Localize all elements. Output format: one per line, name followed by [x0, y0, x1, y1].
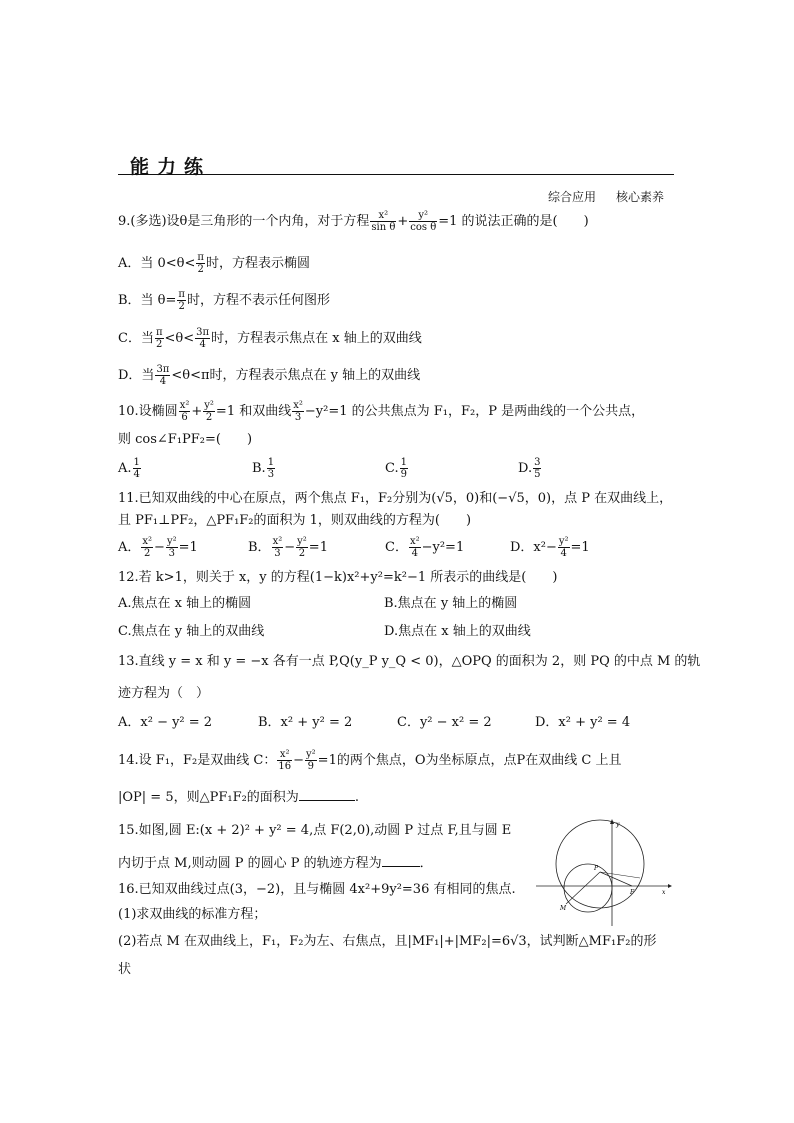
q9-option-b: B．当 θ= $\frac{\pi}{2}$ 时，方程不表示任何图形: [118, 289, 330, 312]
q16-stem: 16.已知双曲线过点(3，−2)，且与椭圆 4x²+9y²=36 有相同的焦点.: [118, 882, 516, 897]
q14-stem-2: |OP| = 5，则△PF₁F₂的面积为 .: [118, 790, 359, 805]
q13-stem: 13.直线 y = x 和 y = −x 各有一点 P,Q(y_P y_Q < 0)，△OPQ 的面积为 2，则 PQ 的中点 M 的轨: [118, 654, 701, 669]
q10-option-a: A. $\frac{1}{4}$: [118, 457, 140, 480]
q12-option-c: C.焦点在 y 轴上的双曲线: [118, 624, 265, 639]
q12-option-a: A.焦点在 x 轴上的椭圆: [118, 596, 252, 611]
label-y: y: [616, 821, 620, 828]
section-tags: [548, 188, 664, 205]
tag-core: 核心素养: [616, 190, 665, 204]
q15-stem: 15.如图,圆 E:(x + 2)² + y² = 4,点 F(2,0),动圆 P 过点 F,且与圆 E: [118, 823, 512, 838]
x-axis-arrow: [668, 884, 672, 888]
q9-option-a: A．当 0<θ< $\frac{\pi}{2}$ 时，方程表示椭圆: [118, 252, 310, 275]
q12-stem: 12.若 k>1，则关于 x，y 的方程(1−k)x²+y²=k²−1 所表示的曲线是( ): [118, 570, 558, 585]
q9-option-c: C．当 $\frac{\pi}{2}$ <θ< $\frac{3\pi}{4}$ 时，方程表示焦点在 x 轴上的双曲线: [118, 327, 422, 350]
q11-option-c: C． $\frac{\text{x²}}{4}$ −y²=1: [385, 536, 465, 559]
q15-answer-blank[interactable]: [382, 854, 420, 867]
label-f: F: [630, 889, 635, 896]
q16-part-2: (2)若点 M 在双曲线上，F₁，F₂为左、右焦点，且|MF₁|+|MF₂|=6√3，试判断△MF₁F₂的形: [118, 934, 657, 949]
q11-option-a: A． $\frac{\text{x²}}{2}$ − $\frac{\text{y²}}{3}$ =1: [118, 536, 198, 559]
q10-option-b: B. $\frac{1}{3}$: [252, 457, 275, 480]
q13-option-b: B．x² + y² = 2: [258, 715, 353, 730]
label-m: M: [560, 905, 567, 912]
q13-option-a: A．x² − y² = 2: [118, 715, 213, 730]
q16-part-2b: 状: [118, 962, 132, 977]
q10-option-c: C. $\frac{1}{9}$: [385, 457, 407, 480]
q9-stem: 9.(多选)设θ是三角形的一个内角，对于方程 $\frac{\text{x²}}{\text{sin θ}}$ + $\frac{\text{y²}}{\text{cos θ}}$ =1 的说法正确的是( ): [118, 210, 589, 233]
segment-pf: [600, 872, 632, 886]
q10-option-d: D. $\frac{3}{5}$: [518, 457, 541, 480]
segment-mp: [566, 872, 600, 904]
q11-option-d: D．x²− $\frac{\text{y²}}{4}$ =1: [510, 536, 590, 559]
q15-stem-2: 内切于点 M,则动圆 P 的圆心 P 的轨迹方程为 ．: [118, 856, 433, 871]
q12-option-d: D.焦点在 x 轴上的双曲线: [384, 624, 531, 639]
frac-x2-sin: $\frac{\text{x²}}{\text{sin θ}}$: [371, 210, 396, 233]
tag-comprehensive: 综合应用: [548, 190, 597, 204]
q10-stem: 10.设椭圆 $\frac{\text{x²}}{6}$ + $\frac{\text{y²}}{2}$ =1 和双曲线 $\frac{\text{x²}}{3}$ −y²=1 的公共焦点为 F₁，F₂，P 是两曲线的一个公共点，: [118, 400, 645, 423]
q15-figure: [536, 818, 672, 928]
label-x: x: [662, 889, 666, 896]
q12-option-b: B.焦点在 y 轴上的椭圆: [384, 596, 518, 611]
title-rule: [118, 174, 674, 175]
q16-part-1: (1)求双曲线的标准方程；: [118, 907, 267, 922]
label-p: P: [594, 865, 599, 872]
q11-option-b: B． $\frac{\text{x²}}{3}$ − $\frac{\text{y²}}{2}$ =1: [248, 536, 328, 559]
q11-stem: 11.已知双曲线的中心在原点，两个焦点 F₁，F₂分别为(√5，0)和(−√5，0)，点 P 在双曲线上，: [118, 491, 673, 506]
q13-stem-2: 迹方程为（ ）: [118, 686, 210, 701]
q14-answer-blank[interactable]: [299, 788, 355, 801]
q9-option-d: D．当 $\frac{3\pi}{4}$ <θ<π时，方程表示焦点在 y 轴上的双曲线: [118, 364, 421, 387]
frac-y2-cos: $\frac{\text{y²}}{\text{cos θ}}$: [410, 210, 437, 233]
q11-stem-2: 且 PF₁⊥PF₂，△PF₁F₂的面积为 1，则双曲线的方程为( ): [118, 513, 472, 528]
circle-e: [564, 864, 612, 912]
section-title: 能力练: [130, 156, 212, 178]
q13-option-d: D．x² + y² = 4: [535, 715, 631, 730]
q14-stem: 14.设 F₁，F₂是双曲线 C： $\frac{\text{x²}}{16}$ − $\frac{\text{y²}}{9}$ =1的两个焦点，O为坐标原点，点P在双曲线 C 上且: [118, 749, 622, 772]
q13-option-c: C．y² − x² = 2: [397, 715, 492, 730]
q10-stem-2: 则 cos∠F₁PF₂=( ): [118, 432, 253, 447]
